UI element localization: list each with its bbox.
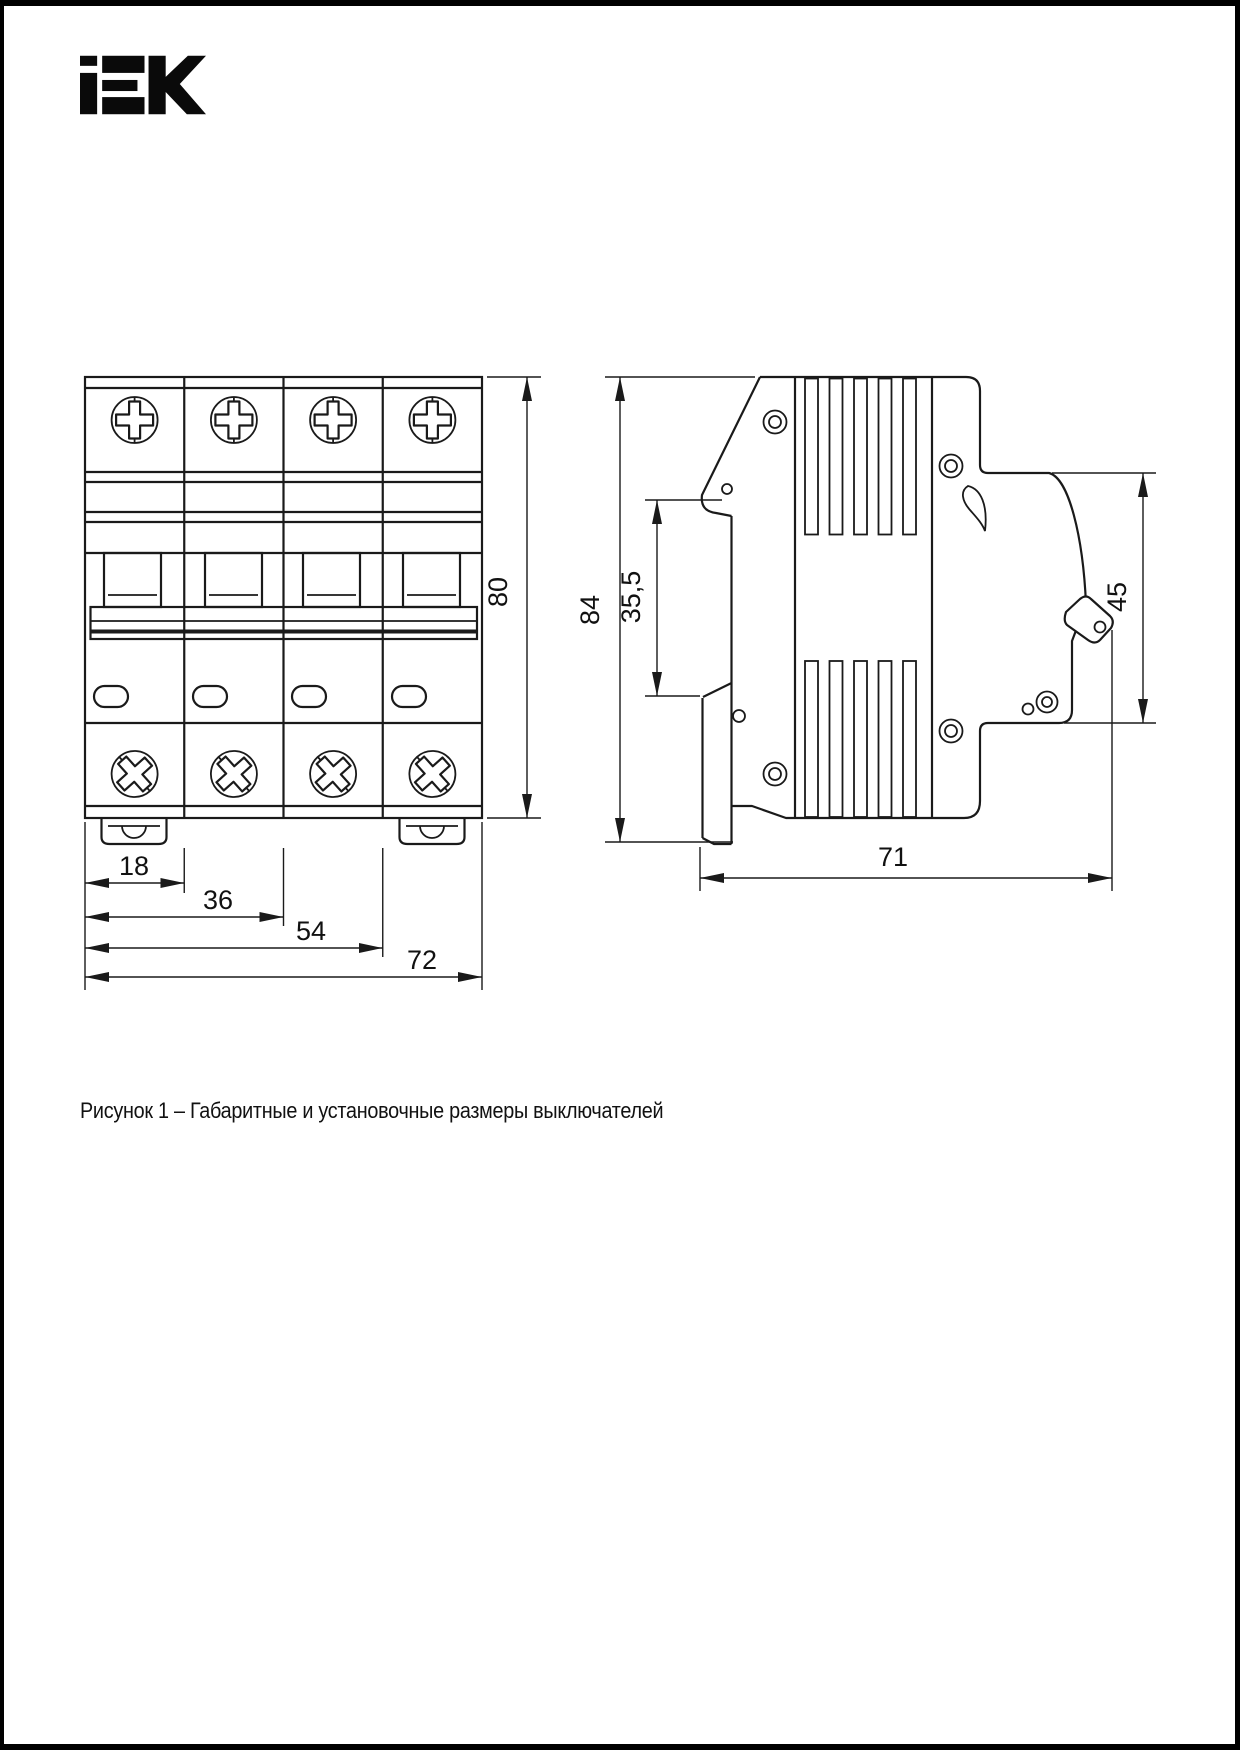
curved-slot: [963, 486, 986, 531]
vent-slots-top: [805, 379, 916, 535]
din-clip: [400, 818, 465, 844]
dim-label-18: 18: [118, 851, 150, 881]
rivets: [722, 411, 1058, 786]
marking-windows: [94, 686, 426, 707]
screw-icon: [301, 742, 366, 807]
screw-icon: [102, 742, 167, 807]
front-view-dimensions: [85, 377, 541, 990]
side-view-dimensions: [575, 377, 1156, 891]
dim-label-71: 71: [877, 842, 909, 872]
dim-label-35-5: 35,5: [616, 570, 646, 624]
dimension-45: [1052, 473, 1156, 723]
pole-dividers: [184, 377, 383, 818]
dimension-18: [85, 851, 184, 883]
din-clip: [102, 818, 167, 844]
din-clips-front: [102, 818, 465, 844]
vent-slots-bottom: [805, 661, 916, 817]
dimension-80: [483, 377, 541, 818]
screw-icon: [400, 742, 465, 807]
dim-label-45: 45: [1102, 581, 1132, 613]
side-view: [702, 377, 1113, 844]
dim-label-36: 36: [202, 885, 234, 915]
din-claw: [703, 683, 732, 697]
dim-label-80: 80: [483, 576, 513, 608]
breaker-body-side: [732, 377, 1087, 818]
dimension-54: [85, 916, 383, 948]
vent-panel: [795, 377, 932, 818]
dimension-35-5: [616, 500, 722, 696]
dimension-84: [575, 377, 755, 842]
dimension-71: [700, 630, 1112, 891]
front-view: [85, 377, 482, 844]
back-slope: [702, 377, 760, 516]
dimension-72: [85, 945, 482, 977]
toggle-handles: [104, 553, 460, 607]
screw-icon: [201, 742, 266, 807]
screw-icon: [409, 397, 455, 443]
din-clip-side: [703, 698, 732, 844]
dim-label-72: 72: [406, 945, 438, 975]
dim-label-54: 54: [295, 916, 327, 946]
screw-icon: [211, 397, 257, 443]
screw-icon: [310, 397, 356, 443]
figure-caption: Рисунок 1 – Габаритные и установочные размеры выключателей: [80, 1098, 664, 1123]
screw-icon: [112, 397, 158, 443]
dim-label-84: 84: [575, 594, 605, 626]
